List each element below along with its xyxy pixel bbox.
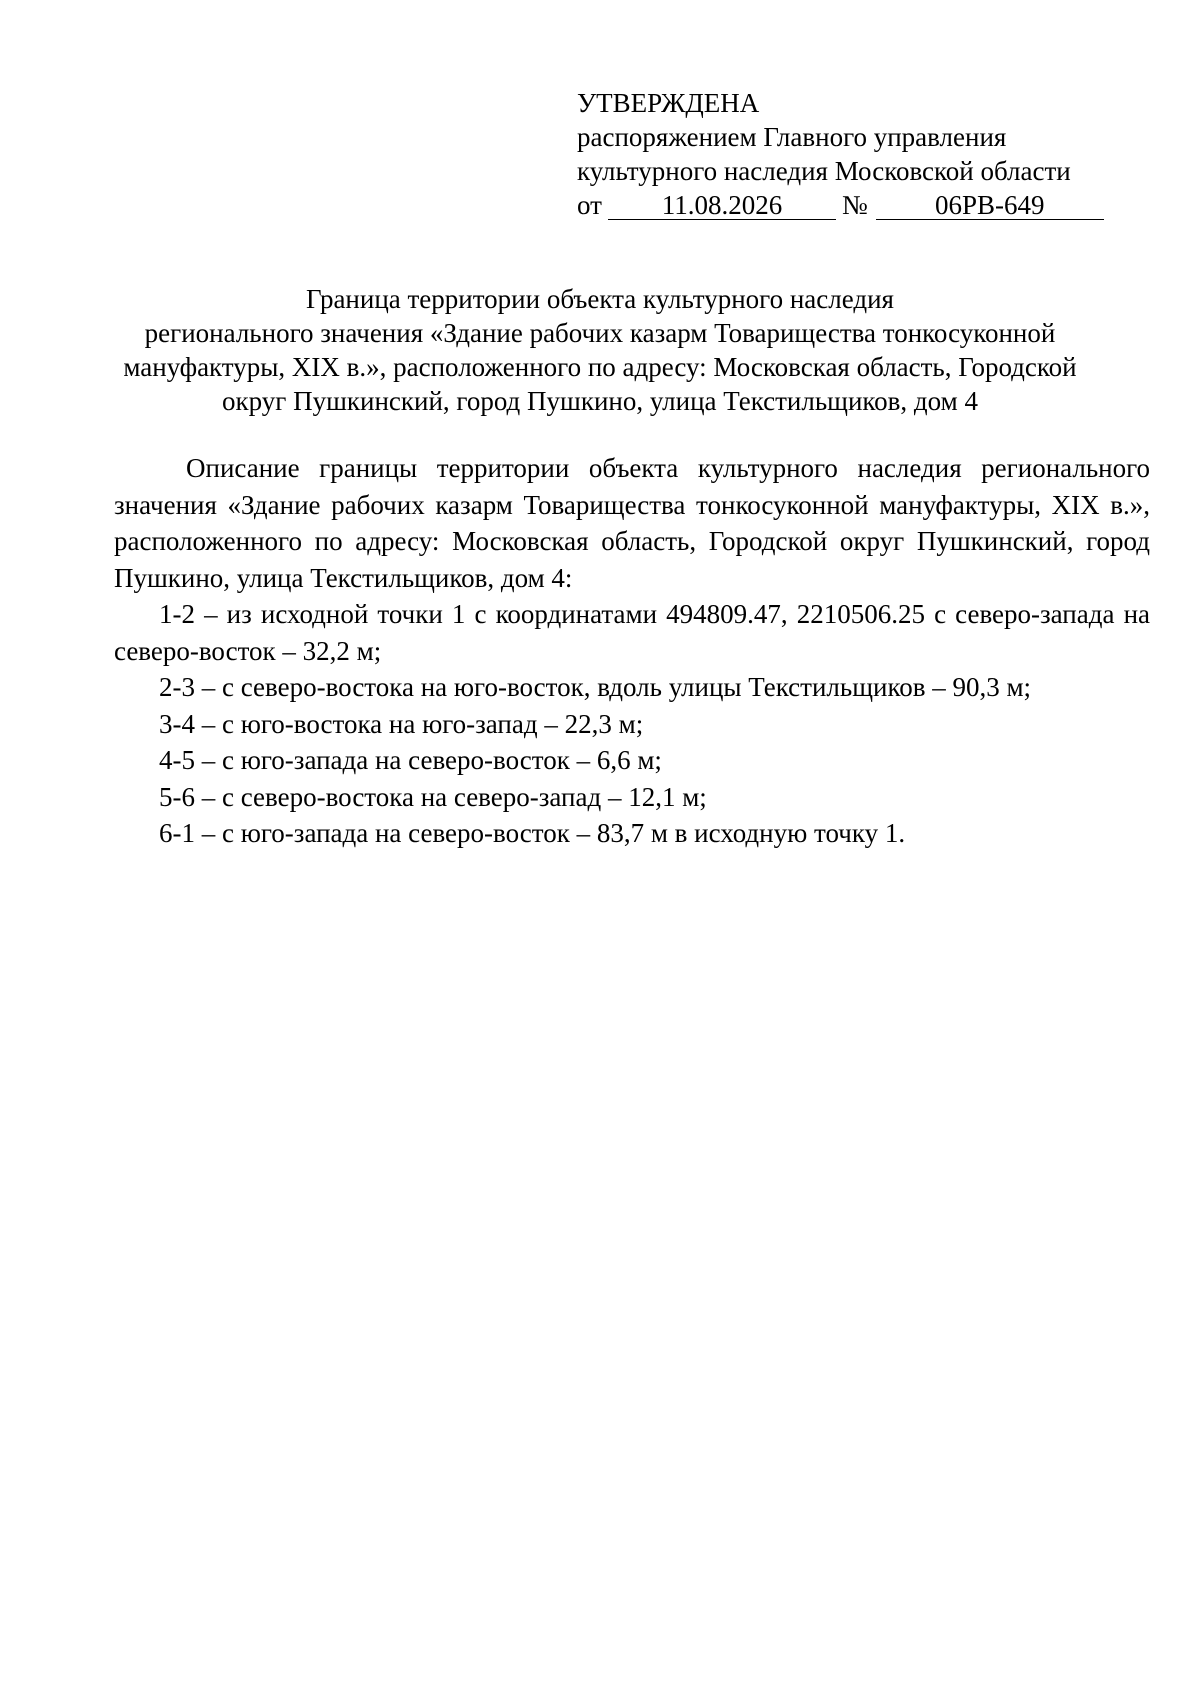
boundary-segment: 5-6 – с северо-востока на северо-запад – 12,1 м; — [159, 781, 707, 812]
boundary-segment: 6-1 – с юго-запада на северо-восток – 83,7 м в исходную точку 1. — [159, 818, 906, 848]
description-intro: Описание границы территории объекта культурного наследия регионального значения «Здание рабочих казарм Товарищества тонкосуконной мануфактуры, XIX в.», расположенного по адресу: Московская область, Городской округ Пушкинский, город Пушкино, улица Текстильщиков, дом 4: — [114, 453, 1150, 593]
title-line: регионального значения «Здание рабочих казарм Товарищества тонкосуконной — [144, 318, 1056, 348]
from-label: от — [577, 190, 602, 220]
boundary-segment: 3-4 – с юго-востока на юго-запад – 22,3 м; — [159, 708, 644, 739]
title-line: округ Пушкинский, город Пушкино, улица Текстильщиков, дом 4 — [222, 386, 978, 416]
approval-heading: УТВЕРЖДЕНА — [577, 88, 760, 118]
boundary-segment: 4-5 – с юго-запада на северо-восток – 6,6 м; — [159, 745, 662, 775]
title-line: Граница территории объекта культурного наследия — [306, 284, 894, 314]
document-title — [100, 282, 1100, 418]
approval-number: 06РВ-649 — [876, 191, 1104, 220]
number-label: № — [841, 190, 868, 220]
boundary-description — [114, 450, 1150, 852]
title-line: мануфактуры, XIX в.», расположенного по адресу: Московская область, Городской — [123, 352, 1077, 382]
boundary-segment: 2-3 – с северо-востока на юго-восток, вдоль улицы Текстильщиков – 90,3 м; — [159, 672, 1032, 702]
approval-line-2: культурного наследия Московской области — [577, 156, 1071, 186]
approval-line-1: распоряжением Главного управления — [577, 122, 1007, 152]
approval-date-line — [577, 188, 1117, 222]
approval-block — [577, 86, 1117, 222]
approval-date: 11.08.2026 — [608, 191, 836, 220]
boundary-segment: 1-2 – из исходной точки 1 с координатами 494809.47, 2210506.25 с северо-запада на северо-восток – 32,2 м; — [114, 599, 1150, 666]
